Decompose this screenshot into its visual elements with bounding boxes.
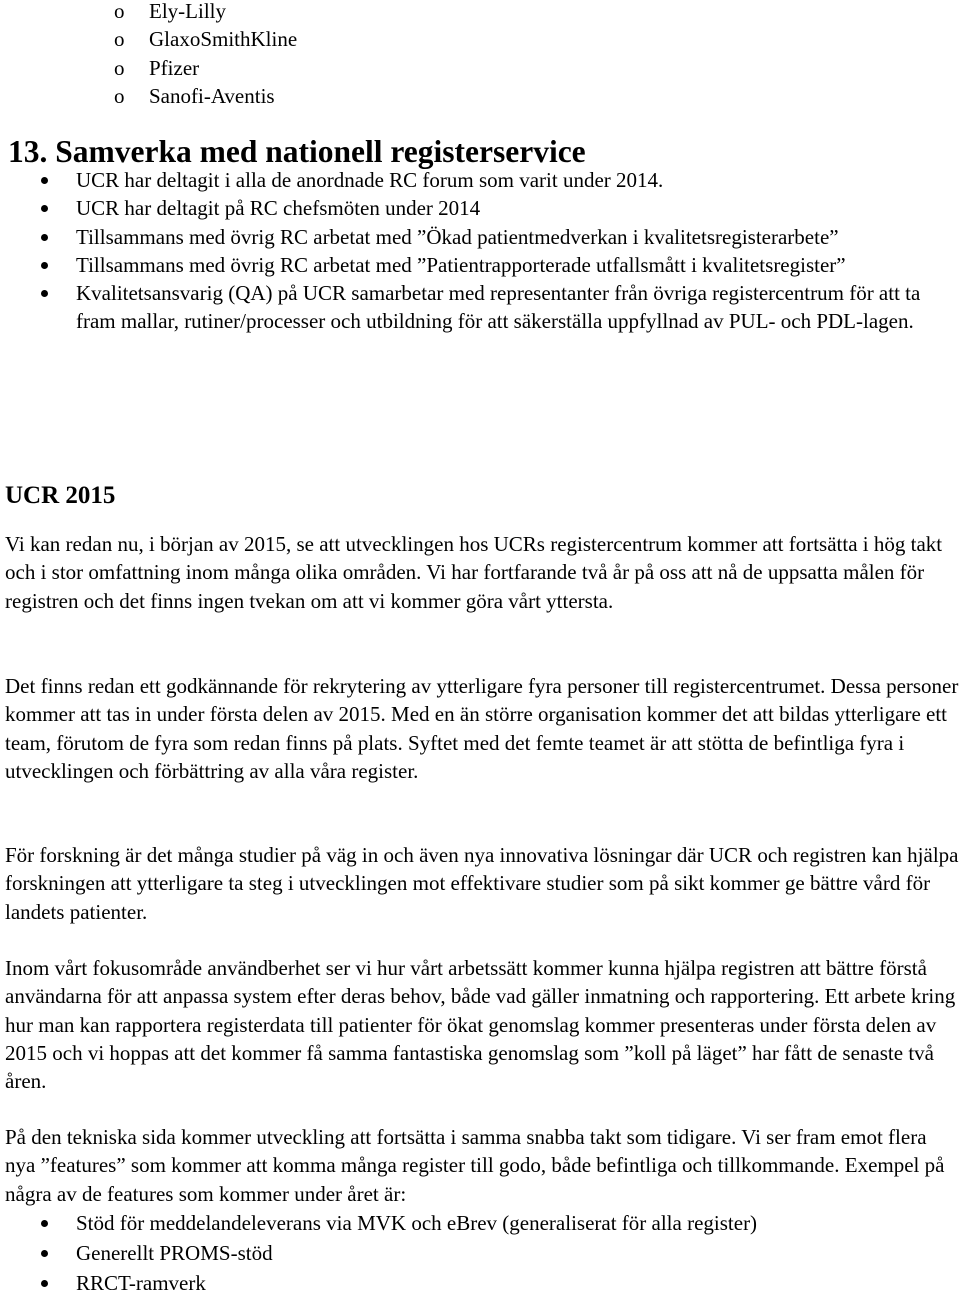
list-item [0,1238,960,1268]
ucr2015-heading: UCR 2015 [5,482,116,509]
features-bullet-list [0,1208,960,1298]
bullet-icon [41,234,48,241]
list-item [0,1268,960,1298]
company-list [0,0,297,110]
list-item-text: Tillsammans med övrig RC arbetat med ”Patientrapporterade utfallsmått i kvalitetsregister” [76,252,846,277]
bullet-icon [41,205,48,212]
list-item-text: Stöd för meddelandeleverans via MVK och eBrev (generaliserat för alla register) [76,1211,758,1235]
list-marker: o [114,83,125,108]
list-marker: o [114,0,125,23]
list-item-text: Tillsammans med övrig RC arbetat med ”Ökad patientmedverkan i kvalitetsregisterarbete” [76,224,839,249]
list-item-text: RRCT-ramverk [76,1271,206,1295]
list-item-text: Generellt PROMS-stöd [76,1241,273,1265]
list-item-text: Ely-Lilly [149,0,226,23]
section13-bullet-list [0,166,960,336]
paragraph: Vi kan redan nu, i början av 2015, se att utvecklingen hos UCRs registercentrum kommer att fortsätta i hög takt och i stor omfattning inom många olika områden. Vi har fortfarande två år på oss att nå de uppsatta målen för registren och det finns ingen tvekan om att vi kommer göra vårt yttersta. [5,532,943,613]
list-item [0,82,297,110]
list-item [0,25,297,53]
bullet-icon [41,290,48,297]
list-item [0,279,960,336]
list-item [0,54,297,82]
list-item-text: UCR har deltagit på RC chefsmöten under 2014 [76,196,481,221]
list-item [0,223,960,251]
bullet-icon [41,1250,48,1257]
list-item [0,0,297,25]
list-item [0,1208,960,1238]
paragraph: För forskning är det många studier på väg in och även nya innovativa lösningar där UCR och registren kan hjälpa forskningen att ytterligare ta steg i utvecklingen mot effektivare studier som på sikt kommer ge bättre vård för landets patienter. [5,843,959,924]
bullet-icon [41,177,48,184]
list-item [0,251,960,279]
section-heading: 13. Samverka med nationell registerservice [8,134,586,169]
list-item [0,166,960,194]
list-marker: o [114,55,125,80]
list-marker: o [114,27,125,52]
bullet-icon [41,1220,48,1227]
paragraph: På den tekniska sida kommer utveckling att fortsätta i samma snabba takt som tidigare. Vi ser fram emot flera nya ”features” som kommer att komma många register till godo, både befintliga och tillkommande. Exempel på några av de features som kommer under året är: [5,1125,945,1206]
list-item-text: UCR har deltagit i alla de anordnade RC forum som varit under 2014. [76,168,664,192]
list-item-text: Pfizer [149,55,200,80]
list-item [0,194,960,222]
paragraph: Inom vårt fokusområde användberhet ser vi hur vårt arbetssätt kommer kunna hjälpa registren att bättre förstå användarna för att anpassa system efter deras behov, både vad gäller inmatning och rapportering. Ett arbete kring hur man kan rapportera registerdata till patienter för ökat genomslag kommer presenteras under första delen av 2015 och vi hoppas att det kommer få samma fantastiska genomslag som ”koll på läget” har fått de senaste två åren. [5,956,956,1094]
list-item-text: Sanofi-Aventis [149,83,275,108]
list-item-text: Kvalitetsansvarig (QA) på UCR samarbetar med representanter från övriga registercentrum för att ta fram mallar, rutiner/processer och utbildning för att säkerställa uppfyllnad av PUL- och PDL-lagen. [76,281,921,334]
list-item-text: GlaxoSmithKline [149,27,298,52]
bullet-icon [41,1280,48,1287]
bullet-icon [41,262,48,269]
paragraph: Det finns redan ett godkännande för rekrytering av ytterligare fyra personer till registercentrumet. Dessa personer kommer att tas in under första delen av 2015. Med en än större organisation kommer det att bildas ytterligare ett team, förutom de fyra som redan finns på plats. Syftet med det femte teamet är att stötta de befintliga fyra i utvecklingen och förbättring av alla våra register. [5,674,959,783]
